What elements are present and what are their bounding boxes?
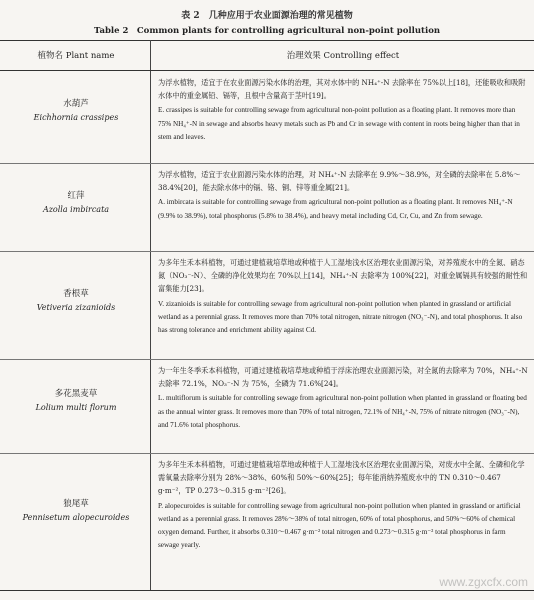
effect-text-cn: 为一年生冬季禾本科植物，可通过建植栽培草地或种植于浮床治理农业面源污染，对全氮的去除率为 70%，NH₄⁺-N 去除率 72.1%，NO₃⁻-N 为 75%，全磷为 71.6%[24]。: [158, 366, 528, 389]
effect-text-cn: 为多年生禾本科植物，可通过建植栽培草地或种植于人工湿地浅水区治理农业面源污染，对养殖废水中的全氮、硝态氮（NO₃⁻-N）、全磷的净化效果均在 70%以上[14]，NH₄⁺-N 去除率为 100%[22]，对重金属镉具有较强的耐性和富集能力[23]。: [158, 258, 528, 294]
plant-cell: [6, 190, 146, 216]
effect-cell: [158, 168, 528, 223]
effect-text-en: V. zizanioids is suitable for controlling sewage from agricultural non-point pollution when planted in grassland or artificial wetland as a perennial grass. It removes more than 70% total nitrogen, nitrate nitrogen (NO₃⁻-N), and total phosphorus. It also has strong tolerance and enrichment ability against Cd.: [158, 299, 523, 335]
plant-name-scientific: Eichhornia crassipes: [33, 113, 119, 122]
effect-text-cn: 为多年生禾本科植物，可通过建植栽培草地或种植于人工湿地浅水区治理农业面源污染，对废水中全氮、全磷和化学需氧量去除率分别为 28%～38%、60%和 50%～60%[25]；每年能消纳养殖废水中的 TN 0.310～0.467 g·m⁻²，TP 0.273～0.315 g·m⁻²[26]。: [158, 460, 525, 496]
table-row: [0, 252, 534, 358]
table-caption-en: Table 2 Common plants for controlling agricultural non-point pollution: [93, 26, 441, 36]
plant-cell: [6, 498, 146, 524]
effect-cell: [158, 458, 528, 552]
plant-name-cn: 香根草: [63, 289, 89, 299]
table-row: [0, 360, 534, 452]
plant-name-scientific: Lolium multi florum: [35, 403, 117, 412]
table-row: [0, 72, 534, 162]
effect-text-en: L. multiflorum is suitable for controlling sewage from agricultural non-point pollution when planted in grassland or floating bed as the annual winter grass. It removes more than 70% of total nitrogen, 72.1% of NH₄⁺-N, 75% of nitrate nitrogen (NO₃⁻-N), and 71.6% total phosphorus.: [158, 394, 527, 429]
effect-text-cn: 为浮水植物，适宜于农业面源污染水体的治理，对 NH₄⁺-N 去除率在 9.9%～38.9%，对全磷的去除率在 5.8%～38.4%[20]，能去除水体中的镉、铬、铜、锌等重金属[21]。: [158, 170, 521, 193]
table-row: [0, 454, 534, 588]
plant-name-cn: 多花黑麦草: [54, 389, 98, 399]
effect-cell: [158, 256, 528, 337]
header-rule: [0, 70, 534, 71]
plant-name-scientific: Vetiveria zizanioids: [36, 303, 116, 312]
effect-text-en: A. imbircata is suitable for controlling sewage from agricultural non-point pollution as a floating plant. It removes NH₄⁺-N (9.9% to 38.9%), total phosphorus (5.8% to 38.4%), and heavy metal including Cd, Cr, Cu, and Zn from sewage.: [158, 198, 513, 220]
effect-cell: [158, 76, 528, 144]
table-bottom-rule: [0, 590, 534, 591]
plant-name-scientific: Azolla imbircata: [42, 205, 110, 214]
table-caption-cn: 表 2 几种应用于农业面源治理的常见植物: [181, 11, 353, 21]
plant-name-scientific: Pennisetum alopecuroides: [22, 513, 130, 522]
watermark: www.zgxcfx.com: [439, 575, 528, 589]
plant-cell: [6, 288, 146, 314]
plant-name-cn: 水葫芦: [63, 99, 89, 109]
effect-text-en: E. crassipes is suitable for controlling sewage from agricultural non-point pollution as a floating plant. It removes more than 75% NH₄⁺-N in sewage and absorbs heavy metals such as Pb and Cr in sewage with content in roots being higher than that in stem and leaves.: [158, 106, 520, 141]
header-plant-name: 植物名 Plant name: [37, 51, 115, 61]
effect-cell: [158, 364, 528, 432]
effect-text-en: P. alopecuroides is suitable for controlling sewage from agricultural non-point pollution when planted in grassland or artificial wetland as a perennial grass. It removes 28%～38% of total nitrogen, 60% of total phosphorus, and 50%～60% of chemical oxygen demand. Further, it absorbs 0.310～0.467 g·m⁻² total nitrogen and 0.273～0.315 g·m⁻² total phosphorus in farm sewage yearly.: [158, 501, 521, 550]
plant-name-cn: 红萍: [67, 191, 85, 201]
table-row: [0, 164, 534, 250]
header-controlling-effect: 治理效果 Controlling effect: [286, 51, 400, 61]
effect-text-cn: 为浮水植物，适宜于在农业面源污染水体的治理，其对水体中的 NH₄⁺-N 去除率在 75%以上[18]，还能吸收和吸附水体中的重金属铅、镉等，且根中含量高于茎叶[19]。: [158, 78, 526, 101]
plant-cell: [6, 388, 146, 414]
table-top-rule: [0, 40, 534, 41]
plant-cell: [6, 98, 146, 124]
plant-name-cn: 狼尾草: [63, 499, 89, 509]
